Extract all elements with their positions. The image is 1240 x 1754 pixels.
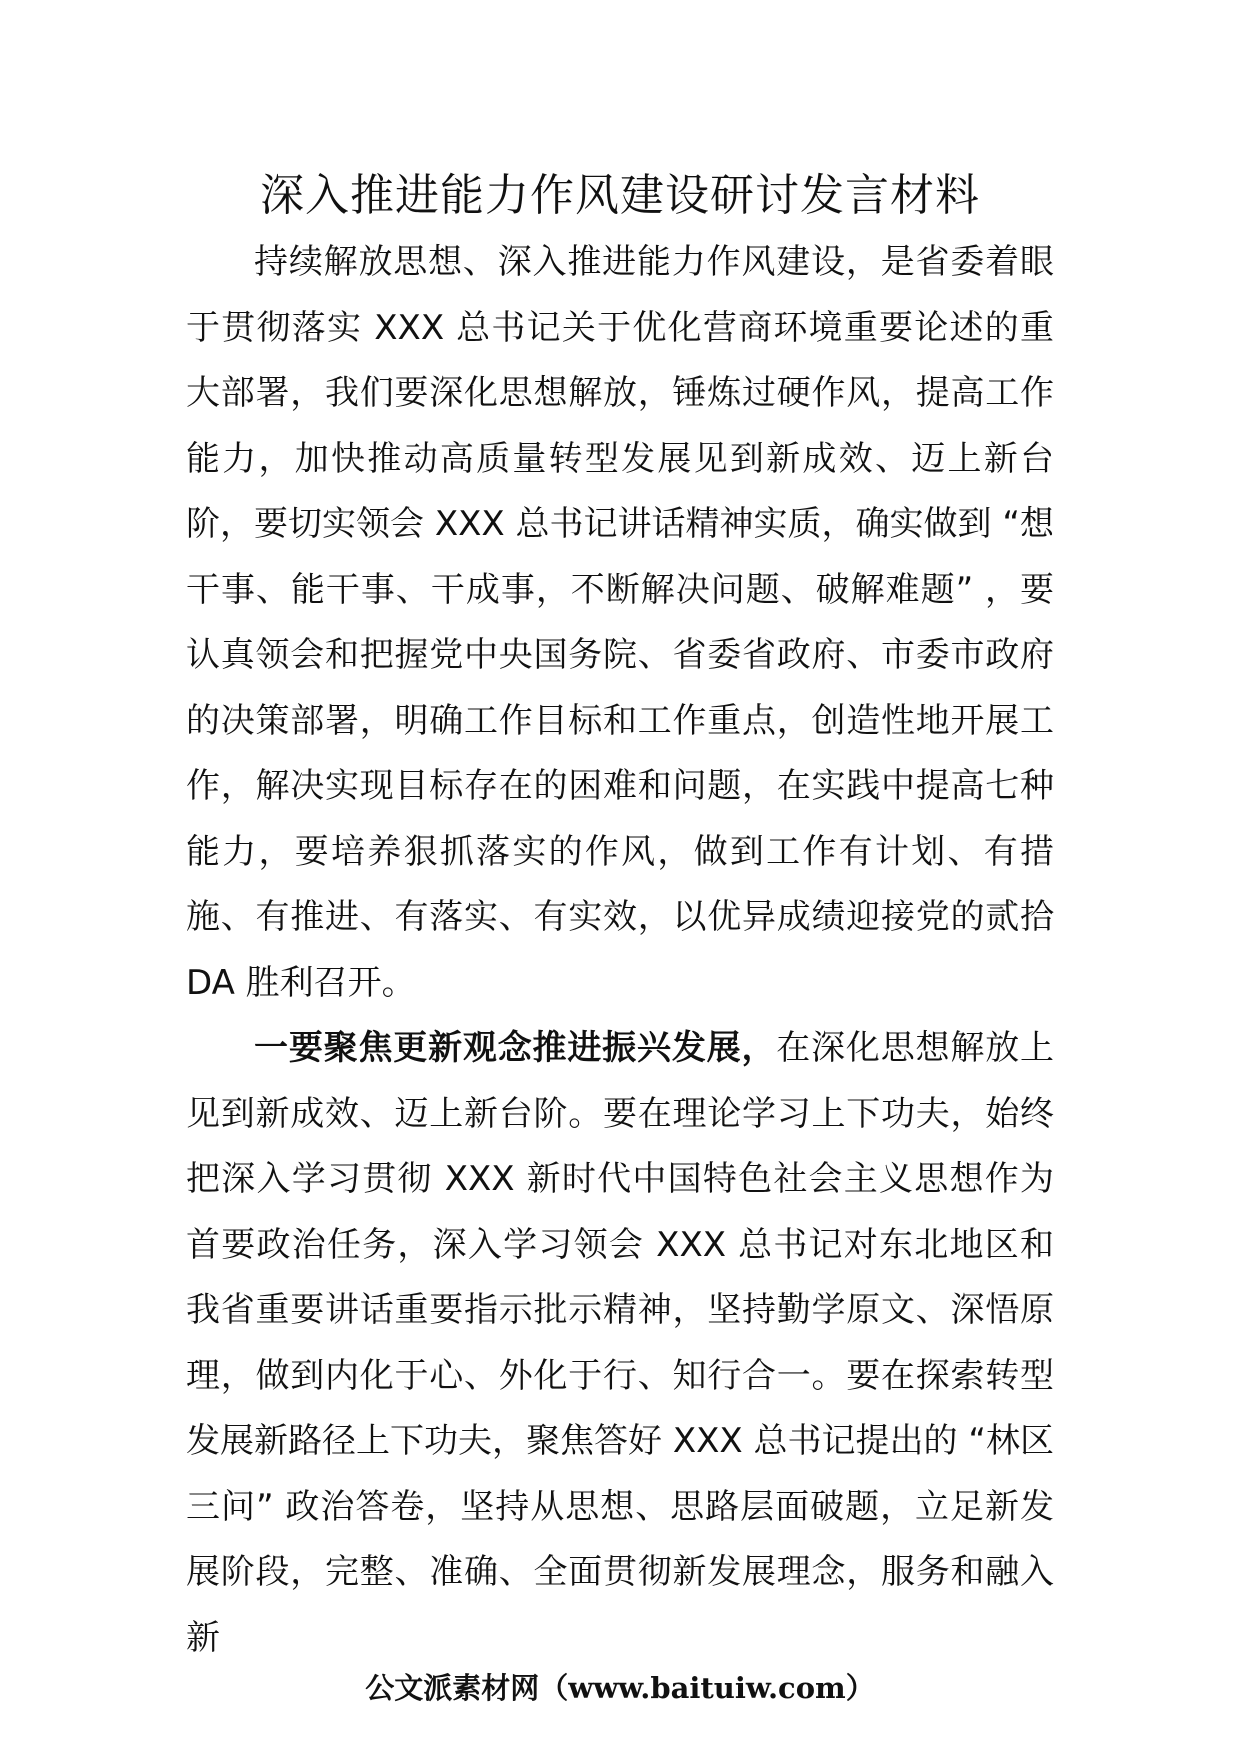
paragraph-point-one bbox=[186, 1016, 1054, 1671]
paragraph-point-one-lead: 一要聚焦更新观念推进振兴发展， bbox=[254, 1028, 777, 1068]
document-body bbox=[186, 230, 1054, 1671]
document-title: 深入推进能力作风建设研讨发言材料 bbox=[260, 170, 980, 221]
watermark-footer: 公文派素材网（www.baituiw.com） bbox=[365, 1671, 875, 1705]
paragraph-intro bbox=[186, 230, 1054, 1016]
paragraph-intro-text: 持续解放思想、深入推进能力作风建设，是省委着眼于贯彻落实 XXX 总书记关于优化营商环境重要论述的重大部署，我们要深化思想解放，锤炼过硬作风，提高工作能力，加快推动高质量转型发展见到新成效、迈上新台阶，要切实领会 XXX 总书记讲话精神实质，确实做到 “想干事、能干事、干成事，不断解决问题、破解难题” ，要认真领会和把握党中央国务院、省委省政府、市委市政府的决策部署，明确工作目标和工作重点，创造性地开展工作，解决实现目标存在的困难和问题，在实践中提高七种能力，要培养狠抓落实的作风，做到工作有计划、有措施、有推进、有落实、有实效，以优异成绩迎接党的贰拾DA 胜利召开。 bbox=[186, 242, 1054, 1003]
paragraph-point-one-text: 在深化思想解放上见到新成效、迈上新台阶。要在理论学习上下功夫，始终把深入学习贯彻 XXX 新时代中国特色社会主义思想作为首要政治任务，深入学习领会 XXX 总书记对东北地区和我省重要讲话重要指示批示精神，坚持勤学原文、深悟原理，做到内化于心、外化于行、知行合一。要在探索转型发展新路径上下功夫，聚焦答好 XXX 总书记提出的 “林区三问” 政治答卷，坚持从思想、思路层面破题，立足新发展阶段，完整、准确、全面贯彻新发展理念，服务和融入新 bbox=[186, 1028, 1055, 1658]
